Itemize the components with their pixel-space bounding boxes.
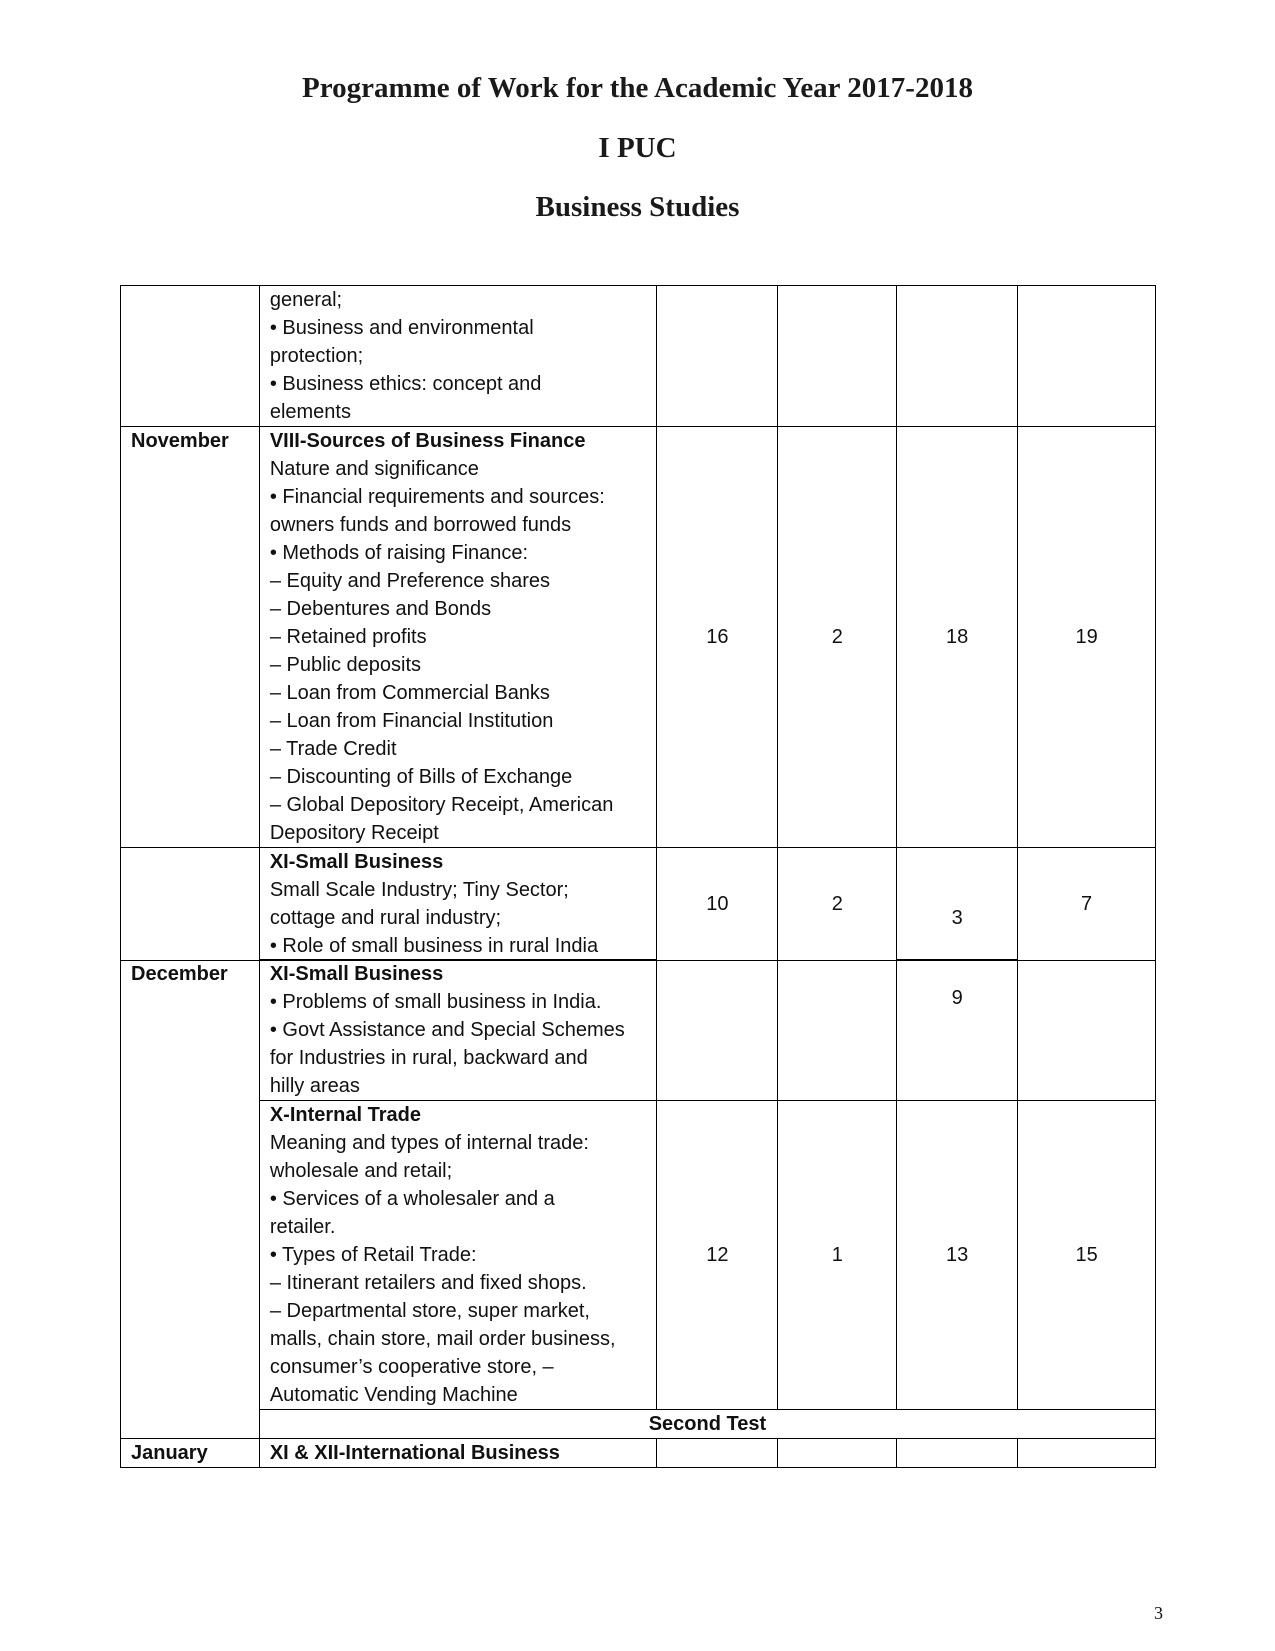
topic-line: • Financial requirements and sources: xyxy=(269,486,605,508)
topic-line: general; xyxy=(269,289,343,311)
programme-table-continued xyxy=(120,959,1156,1468)
topic-line: Depository Receipt xyxy=(269,822,439,844)
page-number: 3 xyxy=(1154,1603,1163,1623)
month-cell: January xyxy=(121,1439,260,1468)
topic-line: retailer. xyxy=(269,1216,336,1238)
topic-line: owners funds and borrowed funds xyxy=(269,514,572,536)
table-row-december xyxy=(121,960,1156,1101)
topic-line: – Debentures and Bonds xyxy=(269,598,492,620)
topic-line: – Trade Credit xyxy=(269,738,397,760)
topic-line: • Problems of small business in India. xyxy=(269,991,602,1013)
unit-title: X-Internal Trade xyxy=(269,1104,421,1126)
topic-line: • Role of small business in rural India xyxy=(269,935,599,957)
value-cell: 10 xyxy=(657,848,778,961)
value-cell: 7 xyxy=(1018,848,1156,961)
month-cell: December xyxy=(121,960,260,1439)
topic-line: – Global Depository Receipt, American xyxy=(269,794,614,816)
topic-line: cottage and rural industry; xyxy=(269,907,502,929)
table-row-november xyxy=(121,427,1156,848)
topic-line: • Services of a wholesaler and a xyxy=(269,1188,555,1210)
topic-line: consumer’s cooperative store, – xyxy=(269,1356,554,1378)
value-cell: 19 xyxy=(1018,427,1156,848)
value-cell: 3 xyxy=(897,848,1018,961)
topic-cell xyxy=(259,848,657,961)
value-cell: 16 xyxy=(657,427,778,848)
value-cell: 15 xyxy=(1018,1101,1156,1410)
month-cell: November xyxy=(121,427,260,848)
value-cell: 9 xyxy=(897,960,1018,1101)
topic-cell xyxy=(259,960,657,1101)
topic-line: • Business and environmental xyxy=(269,317,534,339)
topic-cell: XI & XII-International Business xyxy=(259,1439,657,1468)
topic-cell-continuation xyxy=(259,286,657,427)
month-cell-empty xyxy=(121,286,260,427)
table-row-internal-trade xyxy=(121,1101,1156,1410)
document-title: Programme of Work for the Academic Year 2017-2018 xyxy=(302,72,973,104)
topic-line: wholesale and retail; xyxy=(269,1160,453,1182)
value-cell: 1 xyxy=(778,1101,897,1410)
topic-line: – Departmental store, super market, xyxy=(269,1300,590,1322)
subject-heading: Business Studies xyxy=(535,191,740,223)
second-test-cell: Second Test xyxy=(259,1410,1155,1439)
table-row-january xyxy=(121,1439,1156,1468)
month-cell-empty xyxy=(121,848,260,961)
topic-line: Small Scale Industry; Tiny Sector; xyxy=(269,879,569,901)
topic-line: hilly areas xyxy=(269,1075,360,1097)
programme-table xyxy=(120,285,1156,961)
table-row-second-test xyxy=(121,1410,1156,1439)
topic-line: – Public deposits xyxy=(269,654,422,676)
topic-line: elements xyxy=(269,401,351,423)
topic-line: • Govt Assistance and Special Schemes xyxy=(269,1019,625,1041)
value-cell: 18 xyxy=(897,427,1018,848)
topic-line: malls, chain store, mail order business, xyxy=(269,1328,616,1350)
topic-line: – Equity and Preference shares xyxy=(269,570,550,592)
unit-title: XI-Small Business xyxy=(269,851,444,873)
topic-line: – Itinerant retailers and fixed shops. xyxy=(269,1272,587,1294)
topic-line: – Loan from Financial Institution xyxy=(269,710,554,732)
topic-line: – Loan from Commercial Banks xyxy=(269,682,550,704)
topic-cell xyxy=(259,1101,657,1410)
topic-line: • Business ethics: concept and xyxy=(269,373,542,395)
topic-line: Automatic Vending Machine xyxy=(269,1384,518,1406)
table-row-continuation xyxy=(121,286,1156,427)
unit-title: VIII-Sources of Business Finance xyxy=(269,430,586,452)
topic-line: • Types of Retail Trade: xyxy=(269,1244,477,1266)
table-row-small-business-nov xyxy=(121,848,1156,961)
topic-line: • Methods of raising Finance: xyxy=(269,542,529,564)
topic-line: for Industries in rural, backward and xyxy=(269,1047,588,1069)
value-cell: 2 xyxy=(778,427,897,848)
value-cell: 2 xyxy=(778,848,897,961)
class-heading: I PUC xyxy=(598,132,677,164)
topic-line: – Retained profits xyxy=(269,626,427,648)
topic-cell xyxy=(259,427,657,848)
topic-line: Meaning and types of internal trade: xyxy=(269,1132,589,1154)
unit-title: XI-Small Business xyxy=(269,963,444,985)
topic-line: – Discounting of Bills of Exchange xyxy=(269,766,573,788)
value-cell: 13 xyxy=(897,1101,1018,1410)
topic-line: Nature and significance xyxy=(269,458,479,480)
value-cell: 12 xyxy=(657,1101,778,1410)
topic-line: protection; xyxy=(269,345,364,367)
